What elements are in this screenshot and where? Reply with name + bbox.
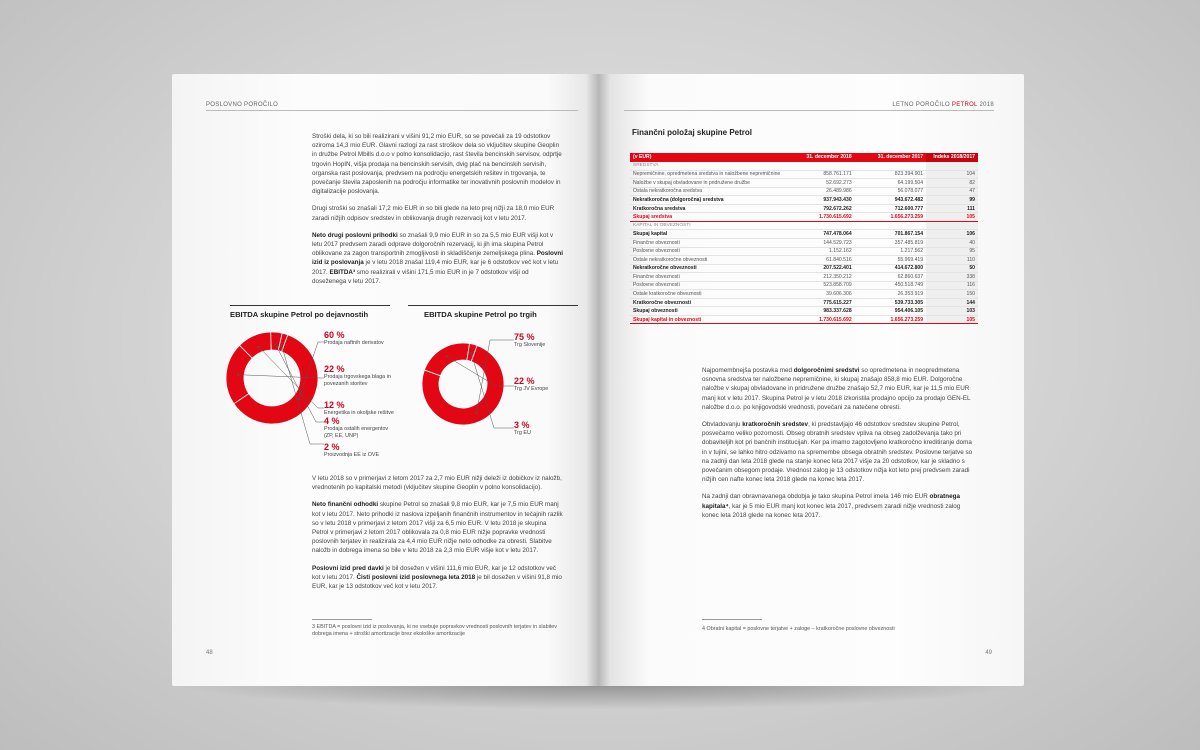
right-page [598,74,1024,686]
table-cell: 52.692.273 [783,179,854,188]
table-cell: 212.350.212 [783,273,854,282]
table-cell: 823.394.901 [855,170,926,179]
table-row [630,162,978,171]
table-cell: 983.337.628 [783,307,854,316]
table-row [630,196,978,205]
table-cell: 357.485.819 [855,238,926,247]
left-header: POSLOVNO POROČILO [206,102,279,108]
table-row [630,290,978,299]
table-header-cell: 31. december 2018 [783,153,854,162]
right-header: LETNO POROČILO PETROL 2018 [892,102,994,108]
table-cell: 937.943.430 [783,196,854,205]
table-cell: Poslovne obveznosti [630,281,783,290]
chart1-label-0: 60 % Prodaja naftnih derivatov [324,330,384,346]
table-cell: 144 [926,298,978,307]
table-cell [783,162,854,171]
donut-leader-dot [446,355,448,357]
right-para-1: Najpomembnejša postavka med dolgoročnimi sredstvi so opredmetena in neopredmetena osnovna sredstva ter naložbene nepremičnine, ki skupaj znašajo 858,8 mio EUR. Dolgoročne naložbe v skupaj obvladovane in pridružene družbe znašajo 52,7 mio EUR, kar je 11,5 mio EUR manj kot v letu 2017. Skupina Petrol je v letu 2018 izkoristila prodajno opcijo za prodajo GEN-EL naložbe d.o.o. po knjigovodski vrednosti, povečani za natečene obresti. [702,367,971,411]
table-cell: Poslovne obveznosti [630,247,783,256]
chart2-title: EBITDA skupine Petrol po trgih [424,310,537,319]
table-cell: 338 [926,273,978,282]
chart2-rule [408,305,578,306]
table-cell: 106 [926,230,978,239]
table-cell: 539.733.305 [855,298,926,307]
table-cell: 26.353.919 [855,290,926,299]
table-cell: 1.152.162 [783,247,854,256]
table-cell: 50 [926,264,978,273]
table-cell: Naložbe v skupaj obvladovane in pridružene družbe [630,179,783,188]
table-cell: 1.217.562 [855,247,926,256]
table-cell: 1.730.615.692 [783,213,854,222]
table-cell: Nekratkoročna (dolgoročna) sredstva [630,196,783,205]
table-cell: 62.860.637 [855,273,926,282]
table-cell: Skupaj kapital [630,230,783,239]
table-row [630,204,978,213]
donut-leader-dot [237,374,239,376]
left-footnote: 3 EBITDA = poslovni izid iz poslovanja, ki ne vsebuje popravkov vrednosti poslovnih terjatev in slabitev dobrega imena + stroški amortizacije brez ekološke amortizacije [312,624,557,637]
table-row [630,307,978,316]
table-cell: Nepremičnine, opredmetena sredstva in naložbene nepremičnine [630,170,783,179]
table-cell: Skupaj kapital in obveznosti [630,315,783,324]
table-cell [855,221,926,230]
table-row [630,170,978,179]
chart1-label-4: 2 % Proizvodnja EE iz OVE [324,442,380,458]
book-gutter [586,74,610,686]
donut-slice [424,343,469,376]
table-cell: 55.969.419 [855,256,926,265]
table-cell: Finančne obveznosti [630,273,783,282]
left-para-4: V letu 2018 so v primerjavi z letom 2017 za 2,7 mio EUR nižji deleži iz dobičkov iz naložb, vrednotenih po kapitalski metodi (vključitev skupine Geoplin v polno konsolidacijo). [312,475,562,492]
table-row [630,187,978,196]
table-row [630,213,978,222]
table-cell: 116 [926,281,978,290]
donut-leader-dot [274,343,276,345]
table-row [630,230,978,239]
donut-leader-dot [258,346,260,348]
right-page-number: 49 [985,650,992,656]
table-cell: Ostale nekratkoročne obveznosti [630,256,783,265]
table-header-cell: (v EUR) [630,153,783,162]
table-cell: 775.615.227 [783,298,854,307]
table-row [630,256,978,265]
table-cell: Skupaj sredstva [630,213,783,222]
right-header-rule [624,110,994,111]
table-row [630,273,978,282]
donut-leader-dot [298,398,300,400]
table-cell: Nekratkoročne obveznosti [630,264,783,273]
left-page [172,74,598,686]
table-cell: 523.858.709 [783,281,854,290]
table-cell: Skupaj obveznosti [630,307,783,316]
table-cell: 99 [926,196,978,205]
table-row [630,264,978,273]
table-cell: 26.489.986 [783,187,854,196]
table-cell: 207.522.401 [783,264,854,273]
table-row [630,298,978,307]
table-cell [926,162,978,171]
chart1-rule [230,305,390,306]
table-cell: 1.730.615.692 [783,315,854,324]
right-body [702,366,978,528]
left-body-top [312,132,564,294]
table-cell: 95 [926,247,978,256]
table-cell: 450.518.749 [855,281,926,290]
table-cell: 111 [926,204,978,213]
table-cell: 1.656.273.259 [855,315,926,324]
table-cell: 1.656.273.259 [855,213,926,222]
table-row [630,179,978,188]
table-cell: 64.199.504 [855,179,926,188]
table-cell: Ostale kratkoročne obveznosti [630,290,783,299]
table-cell: 943.672.482 [855,196,926,205]
table-row [630,281,978,290]
table-cell: 747.478.064 [783,230,854,239]
table-cell [926,221,978,230]
chart2-donut [420,330,530,466]
table-cell: Kratkoročne obveznosti [630,298,783,307]
financial-position-table [630,153,978,324]
table-cell: 104 [926,170,978,179]
table-cell: 103 [926,307,978,316]
table-cell: 150 [926,290,978,299]
table-cell: 792.672.262 [783,204,854,213]
table-cell: 82 [926,179,978,188]
chart2-label-0: 75 % Trg Slovenije [514,332,546,348]
table-cell: 47 [926,187,978,196]
table-cell: 110 [926,256,978,265]
table-cell: 701.867.154 [855,230,926,239]
chart2-label-1: 22 % Trg JV Evrope [514,376,549,392]
table-cell: 414.672.800 [855,264,926,273]
table-cell: 40 [926,238,978,247]
left-page-number: 48 [206,650,213,656]
table-cell: Finančne obveznosti [630,238,783,247]
left-header-rule [206,110,578,111]
table-cell: 39.606.306 [783,290,854,299]
chart1-label-3: 4 % Prodaja ostalih energentov (ZP, EE, UNP) [324,416,389,439]
table-cell: Kratkoročna sredstva [630,204,783,213]
donut-leader-dot [281,344,283,346]
table-cell: 954.406.105 [855,307,926,316]
table-cell [855,162,926,171]
open-report-book [172,74,1024,686]
table-row [630,247,978,256]
chart1-label-2: 12 % Energetika in okoljske rešitve [324,400,394,416]
table-cell: 105 [926,315,978,324]
left-footnote-rule [312,619,372,620]
chart1-label-1: 22 % Prodaja trgovskega blaga in povezanih storitev [324,364,391,387]
table-cell: 105 [926,213,978,222]
donut-leader-dot [470,352,472,354]
table-cell: 56.078.077 [855,187,926,196]
left-body-bottom [312,474,564,599]
table-cell: 144.529.723 [783,238,854,247]
table-cell: Ostala nekratkoročna sredstva [630,187,783,196]
table-cell: 61.840.516 [783,256,854,265]
table-header-row [630,153,978,162]
right-para-3: Na zadnji dan obravnavanega obdobja je tako skupina Petrol imela 146 mio EUR obratnega kapitala⁴, kar je 5 mio EUR manj kot konec leta 2017, predvsem zaradi nižje vrednosti zalog konec leta 2018 glede na konec leta 2017. [702,493,961,519]
right-footnote: 4 Obratni kapital = poslovne terjatve + zaloge – kratkoročne poslovne obveznosti [702,626,895,632]
table-row [630,221,978,230]
left-para-3: Neto drugi poslovni prihodki so znašali 9,9 mio EUR in so za 5,5 mio EUR višji kot v letu 2017 predvsem zaradi odprave dolgoročnih rezervacij, ki jih ima skupina Petrol oblikovane za zagon transportnih zmogljivosti in skladiščenje zemeljskega plina. Poslovni izid iz poslovanja je v letu 2018 znašal 119,4 mio EUR, kar je 6 odstotkov več kot v letu 2017. EBITDA³ smo realizirali v višini 171,5 mio EUR in je 7 odstotkov višji od doseženega v letu 2017. [312,231,563,285]
right-para-2: Obvladovanju kratkoročnih sredstev, ki predstavljajo 46 odstotkov sredstev skupine Petrol, posvečamo veliko pozornosti. Obseg obratnih sredstev vpliva na obseg zadolževanja tako pri dobaviteljih kot pri bančnih institucijah. Ker pa imamo zagotovljeno kratkoročno kreditiranje doma in v tujini, se lahko hitro odzivamo na spremembe obsega obratnih sredstev. Poslovne terjatve so na zadnji dan leta 2018 glede na stanje konec leta 2017 višje za 20 odstotkov, kar je skladno s povečanim obsegom prodaje. Vrednost zalog je 13 odstotkov nižja kot leto prej predvsem zaradi nižjih cen nafte konec leta 2018 glede na konec leta 2017. [702,421,973,484]
left-para-6: Poslovni izid pred davki je bil dosežen v višini 111,6 mio EUR, kar je 12 odstotkov več kot v letu 2017. Čisti poslovni izid poslovnega leta 2018 je bil dosežen v višini 91,8 mio EUR, kar je 13 odstotkov več kot v letu 2017. [312,564,562,591]
table-cell: SREDSTVA [630,162,783,171]
chart1-title: EBITDA skupine Petrol po dejavnostih [230,310,369,319]
table-cell: 712.600.777 [855,204,926,213]
table-cell: KAPITAL IN OBVEZNOSTI [630,221,783,230]
table-header-cell: Indeks 2018/2017 [926,153,978,162]
table-cell [783,221,854,230]
left-para-5: Neto finančni odhodki skupine Petrol so znašali 9,8 mio EUR, kar je 7,5 mio EUR manj kot v letu 2017. Neto prihodki iz naslova izpeljanih finančnih instrumentov in tečajnih razlik so v letu 2018 v primerjavi z letom 2017 višji za 6,5 mio EUR. V letu 2018 je skupina Petrol v primerjavi z letom 2017 oblikovala za 0,8 mio EUR nižje popravke vrednosti poslovnih terjatev in realizirala za 4,4 mio EUR nižje neto odhodke za obresti. Slabitve naložb in dobrega imena so bile v letu 2018 za 2,3 mio EUR višje kot v letu 2017. [312,501,563,555]
table-cell: 858.761.171 [783,170,854,179]
table-header-cell: 31. december 2017 [855,153,926,162]
table-row [630,238,978,247]
left-para-1: Stroški dela, ki so bili realizirani v višini 91,2 mio EUR, so se povečali za 19 odstotkov oziroma 14,3 mio EUR. Glavni razlogi za rast stroškov dela so vključitev skupine Geoplin in družbe Petrol Mbills d.o.o v polno konsolidacijo, rast števila bencinskih servisov, odprtje trgovin HopIN, višja prodaja na bencinskih servisih, dvig plač na bencinskih servisih, organska rast poslovanja, predvsem na področju energetskih rešitev in trgovanja, te povečanje števila zaposlenih na področju informatike ter inovativnih poslovnih modelov in digitalizacije poslovanja. [312,133,562,196]
chart2-label-2: 3 % Trg EU [514,420,531,436]
donut-leader-dot [476,412,478,414]
table-row [630,315,978,324]
right-footnote-rule [702,619,762,620]
table-title: Finančni položaj skupine Petrol [632,128,753,137]
left-para-2: Drugi stroški so znašali 17,2 mio EUR in so bili glede na leto prej nižji za 18,0 mio EUR zaradi nižjih odpisov sredstev in oblikovanja drugih rezervacij kot v letu 2017. [312,205,555,222]
